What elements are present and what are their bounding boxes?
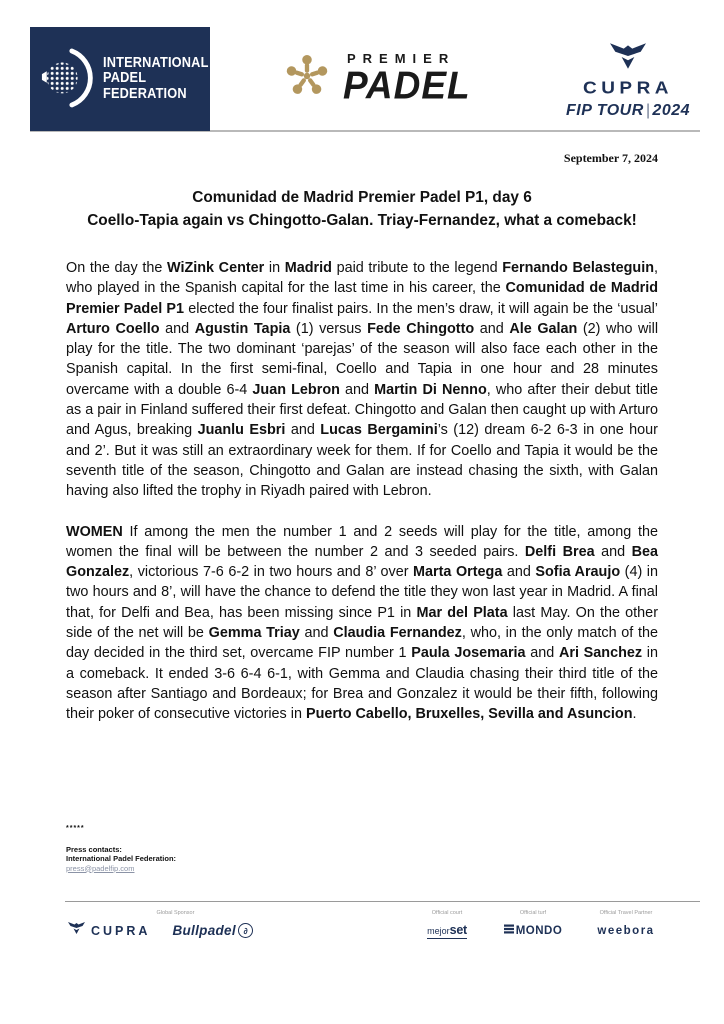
official-turf-label: Official turf xyxy=(519,910,547,916)
cupra-emblem-icon xyxy=(610,57,646,74)
mondo-logo xyxy=(504,924,563,937)
document-date: September 7, 2024 xyxy=(563,151,658,165)
official-court-partner xyxy=(405,910,489,939)
mondo-stripes-icon xyxy=(504,924,514,937)
body-paragraph-men: On the day the WiZink Center in Madrid paid tribute to the legend Fernando Belasteguin, who played in the Spanish capital for the last time in his career, the Comunidad de Madrid Premier Padel P1 elected the four finalist pairs. In the men’s draw, it will again be the ‘usual’ Arturo Coello and Agustin Tapia (1) versus Fede Chingotto and Ale Galan (2) who will play for the title. The two dominant ‘parejas’ of the season will also face each other in the Spanish capital. In the first semi-final, Coello and Tapia in one hour and 28 minutes overcame with a double 6-4 Juan Lebron and Martin Di Nenno, who after their debut title as a pair in Finland suffered their first defeat. Chingotto and Galan then caught up with Arturo and Agus, breaking Juanlu Esbri and Lucas Bergamini’s (12) dream 6-2 6-3 in one hour and 2’. But it was still an extraordinary week for them. If for Coello and Tapia it would be the seventh title of the season, Chingotto and Galan are instead chasing the sixth, with Galan having also lifted the trophy in Riyadh paired with Lebron. xyxy=(66,260,659,500)
ipf-logo-text xyxy=(103,56,209,103)
ipf-logo xyxy=(30,27,210,131)
ipf-racket-icon xyxy=(40,45,94,114)
premier-padel-logo xyxy=(283,50,471,107)
ipf-line-1: INTERNATIONAL xyxy=(103,54,209,71)
official-travel-label: Official Travel Partner xyxy=(599,910,653,916)
premier-padel-wordmark xyxy=(343,51,471,106)
press-contacts-label: Press contacts: xyxy=(66,844,122,854)
bullpadel-sponsor-logo xyxy=(172,923,252,938)
press-email-link[interactable]: press@padelfip.com xyxy=(66,863,135,873)
fip-tour-text: FIP TOUR xyxy=(565,102,644,119)
mejorset-word-light: mejor xyxy=(427,926,450,936)
official-turf-partner xyxy=(491,910,575,939)
cupra-emblem-small-icon xyxy=(68,921,85,940)
ipf-line-2: PADEL xyxy=(103,70,147,87)
cupra-wordmark: CUPRA xyxy=(582,78,674,99)
ipf-line-3: FEDERATION xyxy=(103,85,187,102)
premier-word: PREMIER xyxy=(347,51,456,66)
official-travel-partner xyxy=(577,910,675,939)
press-contacts-block xyxy=(66,824,176,873)
title-line-2: Coello-Tapia again vs Chingotto-Galan. Triay-Fernandez, what a comeback! xyxy=(87,212,637,229)
fip-tour-year: 2024 xyxy=(652,102,691,119)
global-sponsors-group xyxy=(68,910,283,940)
global-sponsor-label: Global Sponsor xyxy=(156,910,195,916)
mejorset-logo xyxy=(427,923,467,939)
cupra-fip-tour-logo xyxy=(556,42,700,120)
bullpadel-word: Bullpadel xyxy=(172,923,236,938)
mejorset-word-bold: set xyxy=(449,923,467,937)
separator-stars: ***** xyxy=(66,825,85,832)
fip-tour-divider: | xyxy=(645,102,651,119)
cupra-sponsor-logo xyxy=(68,921,150,940)
weebora-logo: weebora xyxy=(597,925,655,937)
title-line-1: Comunidad de Madrid Premier Padel P1, day 6 xyxy=(192,189,532,206)
padel-word: PADEL xyxy=(343,63,471,107)
fip-tour-wordmark xyxy=(556,102,700,120)
mondo-word: MONDO xyxy=(515,924,563,937)
official-court-label: Official court xyxy=(431,910,463,916)
bullpadel-ball-icon: ∂ xyxy=(238,923,253,938)
press-contacts-org: International Padel Federation: xyxy=(66,854,177,863)
footer-divider xyxy=(65,901,700,902)
article-body xyxy=(66,258,658,745)
cupra-sponsor-word: CUPRA xyxy=(91,923,151,938)
document-title xyxy=(0,186,724,232)
premier-padel-star-icon xyxy=(283,50,331,107)
body-paragraph-women: WOMEN If among the men the number 1 and 2 seeds will play for the title, among the women the final will be between the number 2 and 3 seeded pairs. Delfi Brea and Bea Gonzalez, victorious 7-6 6-2 in two hours and 8’ over Marta Ortega and Sofia Araujo (4) in two hours and 8’, will have the chance to defend the title they won last year in Madrid. A final that, for Delfi and Bea, has been missing since P1 in Mar del Plata last May. On the other side of the net will be Gemma Triay and Claudia Fernandez, who, in the only match of the day decided in the third set, overcame FIP number 1 Paula Josemaria and Ari Sanchez in a comeback. It ended 3-6 6-4 6-1, with Gemma and Claudia chasing their third title of the season after Santiago and Bordeaux; for Brea and Gonzalez it would be their fifth, following their poker of consecutive victories in Puerto Cabello, Bruxelles, Sevilla and Asuncion. xyxy=(66,523,659,723)
